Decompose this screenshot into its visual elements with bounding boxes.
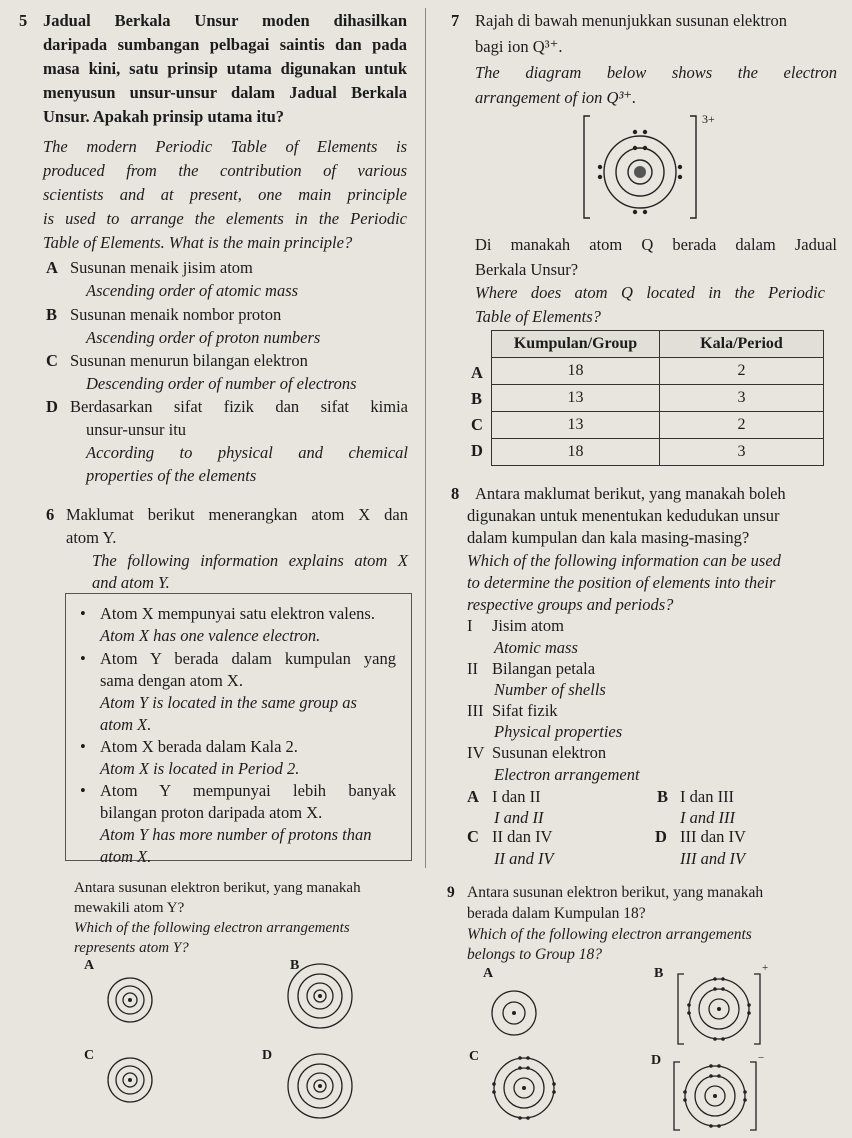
- q8-option-d-letter[interactable]: D: [655, 827, 667, 846]
- q9-en-line-2: belongs to Group 18?: [467, 946, 603, 963]
- q6-bullet-3-en: Atom X is located in Period 2.: [100, 759, 300, 778]
- q9-option-b-letter[interactable]: B: [654, 966, 664, 981]
- table-row[interactable]: [492, 439, 824, 466]
- q8-option-c-ms[interactable]: II dan IV: [492, 827, 553, 846]
- q8-item-2-num: II: [467, 659, 478, 678]
- q5-ms-line-3: masa kini, satu prinsip utama digunakan untuk: [43, 59, 407, 78]
- q9-option-c-diagram[interactable]: [486, 1050, 562, 1126]
- q6-bullet-3-ms: Atom X berada dalam Kala 2.: [100, 737, 298, 756]
- q8-ms-line-2: digunakan untuk menentukan kedudukan unsur: [467, 506, 780, 525]
- header-group: Kumpulan/Group: [492, 331, 660, 358]
- q6-option-c-diagram[interactable]: [100, 1050, 160, 1110]
- q6-ms-line-1: Maklumat berikut menerangkan atom X dan: [66, 505, 408, 524]
- q7-en-line-2: arrangement of ion Q³⁺.: [475, 88, 637, 107]
- q8-item-2-en: Number of shells: [494, 680, 606, 699]
- q8-en-line-1: Which of the following information can be used: [467, 551, 781, 570]
- q7-ion-charge: 3+: [702, 112, 715, 126]
- q5-option-d-en2[interactable]: properties of the elements: [86, 466, 257, 485]
- q8-item-1-ms: Jisim atom: [492, 616, 564, 635]
- q8-ms-line-3: dalam kumpulan dan kala masing-masing?: [467, 528, 750, 547]
- q9-option-b-diagram[interactable]: [672, 966, 768, 1050]
- q6-bullet-2-dot: •: [80, 649, 86, 668]
- q6-question-ms-2: mewakili atom Y?: [74, 900, 185, 916]
- q8-option-c-en[interactable]: II and IV: [494, 849, 554, 868]
- q6-en-line-2: and atom Y.: [92, 573, 170, 592]
- cell-period: 2: [660, 358, 824, 385]
- cell-period: 3: [660, 439, 824, 466]
- q9-option-a-diagram[interactable]: [486, 985, 542, 1041]
- q6-ms-line-2: atom Y.: [66, 528, 117, 547]
- q7-question-en-2: Table of Elements?: [475, 307, 601, 326]
- q5-option-a-letter[interactable]: A: [46, 258, 58, 277]
- q9-option-d-charge: −: [758, 1052, 765, 1064]
- q6-bullet-1-ms: Atom X mempunyai satu elektron valens.: [100, 604, 375, 623]
- q7-option-c-letter[interactable]: C: [471, 415, 483, 434]
- q8-option-c-letter[interactable]: C: [467, 827, 479, 846]
- q6-option-a-letter[interactable]: A: [84, 958, 95, 973]
- q6-bullet-1-dot: •: [80, 604, 86, 623]
- q7-ion-diagram: [580, 112, 720, 224]
- q5-ms-line-5: Unsur. Apakah prinsip utama itu?: [43, 107, 285, 126]
- table-row[interactable]: [492, 385, 824, 412]
- q5-en-line-2: produced from the contribution of various: [43, 161, 407, 180]
- cell-group: 18: [492, 358, 660, 385]
- q6-option-b-letter[interactable]: B: [290, 958, 300, 973]
- cell-period: 2: [660, 412, 824, 439]
- q5-option-d-ms2[interactable]: unsur-unsur itu: [86, 420, 187, 439]
- q5-option-d-en[interactable]: According to physical and chemical: [86, 443, 408, 462]
- q8-item-4-en: Electron arrangement: [494, 765, 640, 784]
- q9-ms-line-1: Antara susunan elektron berikut, yang manakah: [467, 884, 764, 901]
- q5-en-line-3: scientists and at present, one main principle: [43, 185, 407, 204]
- q5-option-c-letter[interactable]: C: [46, 351, 58, 370]
- q8-item-3-num: III: [467, 701, 484, 720]
- q7-question-en-1: Where does atom Q located in the Periodic: [475, 283, 825, 302]
- q6-option-d-diagram[interactable]: [282, 1048, 358, 1124]
- q8-option-d-ms[interactable]: III dan IV: [680, 827, 746, 846]
- table-row[interactable]: [492, 412, 824, 439]
- q5-en-line-1: The modern Periodic Table of Elements is: [43, 137, 407, 156]
- q7-option-b-letter[interactable]: B: [471, 389, 483, 408]
- q8-en-line-3: respective groups and periods?: [467, 595, 674, 614]
- q9-option-a-letter[interactable]: A: [483, 966, 494, 981]
- q7-ms-line-1: Rajah di bawah menunjukkan susunan elektron: [475, 11, 788, 30]
- q8-item-2-ms: Bilangan petala: [492, 659, 596, 678]
- q5-ms-line-4: menyusun unsur-unsur dalam Jadual Berkala: [43, 83, 407, 102]
- q6-bullet-4-ms-2: bilangan proton daripada atom X.: [100, 803, 323, 822]
- q6-bullet-2-ms-1: Atom Y berada dalam kumpulan yang: [100, 649, 396, 668]
- q5-option-c-en[interactable]: Descending order of number of electrons: [86, 374, 357, 393]
- q8-option-a-letter[interactable]: A: [467, 787, 479, 806]
- q6-bullet-2-en-2: atom X.: [100, 715, 152, 734]
- q8-item-1-num: I: [467, 616, 473, 635]
- q6-option-a-diagram[interactable]: [100, 970, 160, 1030]
- q8-option-a-en[interactable]: I and II: [494, 808, 544, 827]
- q6-option-b-diagram[interactable]: [282, 958, 358, 1034]
- q5-en-line-5: Table of Elements. What is the main principle?: [43, 233, 353, 252]
- q7-question-ms-1: Di manakah atom Q berada dalam Jadual: [475, 235, 837, 254]
- q6-question-en-1: Which of the following electron arrangements: [74, 920, 350, 936]
- header-period: Kala/Period: [660, 331, 824, 358]
- q6-bullet-4-en-2: atom X.: [100, 847, 152, 866]
- q8-number: 8: [451, 484, 460, 503]
- q9-option-d-letter[interactable]: D: [651, 1053, 662, 1068]
- q7-options-table: [491, 330, 824, 466]
- cell-group: 18: [492, 439, 660, 466]
- q5-ms-line-1: Jadual Berkala Unsur moden dihasilkan: [43, 11, 407, 30]
- q6-question-ms-1: Antara susunan elektron berikut, yang manakah: [74, 880, 361, 896]
- q5-option-c-ms[interactable]: Susunan menurun bilangan elektron: [70, 351, 308, 370]
- q6-option-c-letter[interactable]: C: [84, 1048, 95, 1063]
- cell-group: 13: [492, 412, 660, 439]
- q5-option-a-en[interactable]: Ascending order of atomic mass: [86, 281, 299, 300]
- q9-number: 9: [447, 884, 455, 901]
- q5-number: 5: [19, 11, 28, 30]
- q6-bullet-1-en: Atom X has one valence electron.: [100, 626, 321, 645]
- q8-item-4-ms: Susunan elektron: [492, 743, 607, 762]
- q7-option-d-letter[interactable]: D: [471, 441, 483, 460]
- q5-ms-line-2: daripada sumbangan pelbagai saintis dan pada: [43, 35, 407, 54]
- q9-option-c-letter[interactable]: C: [469, 1049, 480, 1064]
- q8-option-b-letter[interactable]: B: [657, 787, 669, 806]
- q8-item-3-ms: Sifat fizik: [492, 701, 558, 720]
- q9-ms-line-2: berada dalam Kumpulan 18?: [467, 905, 646, 922]
- q5-option-b-ms[interactable]: Susunan menaik nombor proton: [70, 305, 282, 324]
- table-row[interactable]: [492, 358, 824, 385]
- q8-en-line-2: to determine the position of elements into their: [467, 573, 776, 592]
- cell-group: 13: [492, 385, 660, 412]
- q6-option-d-letter[interactable]: D: [262, 1048, 273, 1063]
- q6-bullet-2-ms-2: sama dengan atom X.: [100, 671, 243, 690]
- q8-item-4-num: IV: [467, 743, 485, 762]
- q6-bullet-4-en-1: Atom Y has more number of protons than: [100, 825, 372, 844]
- q5-option-a-ms[interactable]: Susunan menaik jisim atom: [70, 258, 253, 277]
- q8-option-b-en[interactable]: I and III: [680, 808, 735, 827]
- q5-option-d-letter[interactable]: D: [46, 397, 58, 416]
- q9-option-d-diagram[interactable]: [668, 1054, 764, 1136]
- q8-option-b-ms[interactable]: I dan III: [680, 787, 735, 806]
- cell-period: 3: [660, 385, 824, 412]
- q6-en-line-1: The following information explains atom X: [92, 551, 408, 570]
- q6-question-en-2: represents atom Y?: [74, 940, 189, 956]
- q8-option-a-ms[interactable]: I dan II: [492, 787, 541, 806]
- q5-option-b-en[interactable]: Ascending order of proton numbers: [86, 328, 321, 347]
- q7-question-ms-2: Berkala Unsur?: [475, 260, 579, 279]
- q8-ms-line-1: Antara maklumat berikut, yang manakah boleh: [475, 484, 786, 503]
- q8-item-1-en: Atomic mass: [494, 638, 578, 657]
- q7-en-line-1: The diagram below shows the electron: [475, 63, 837, 82]
- q6-bullet-4-ms-1: Atom Y mempunyai lebih banyak: [100, 781, 396, 800]
- q9-en-line-1: Which of the following electron arrangements: [467, 926, 752, 943]
- table-header-row: [492, 331, 824, 358]
- q8-item-3-en: Physical properties: [494, 722, 623, 741]
- q5-option-d-ms[interactable]: Berdasarkan sifat fizik dan sifat kimia: [70, 397, 408, 416]
- q6-number: 6: [46, 505, 55, 524]
- q7-option-a-letter[interactable]: A: [471, 363, 483, 382]
- q5-option-b-letter[interactable]: B: [46, 305, 58, 324]
- q7-number: 7: [451, 11, 460, 30]
- q9-option-b-charge: +: [762, 962, 769, 974]
- q8-option-d-en[interactable]: III and IV: [680, 849, 746, 868]
- q6-bullet-2-en-1: Atom Y is located in the same group as: [100, 693, 357, 712]
- q7-ms-line-2: bagi ion Q³⁺.: [475, 37, 563, 56]
- q6-bullet-4-dot: •: [80, 781, 86, 800]
- column-divider: [425, 8, 426, 868]
- q5-en-line-4: is used to arrange the elements in the Periodic: [43, 209, 407, 228]
- q6-bullet-3-dot: •: [80, 737, 86, 756]
